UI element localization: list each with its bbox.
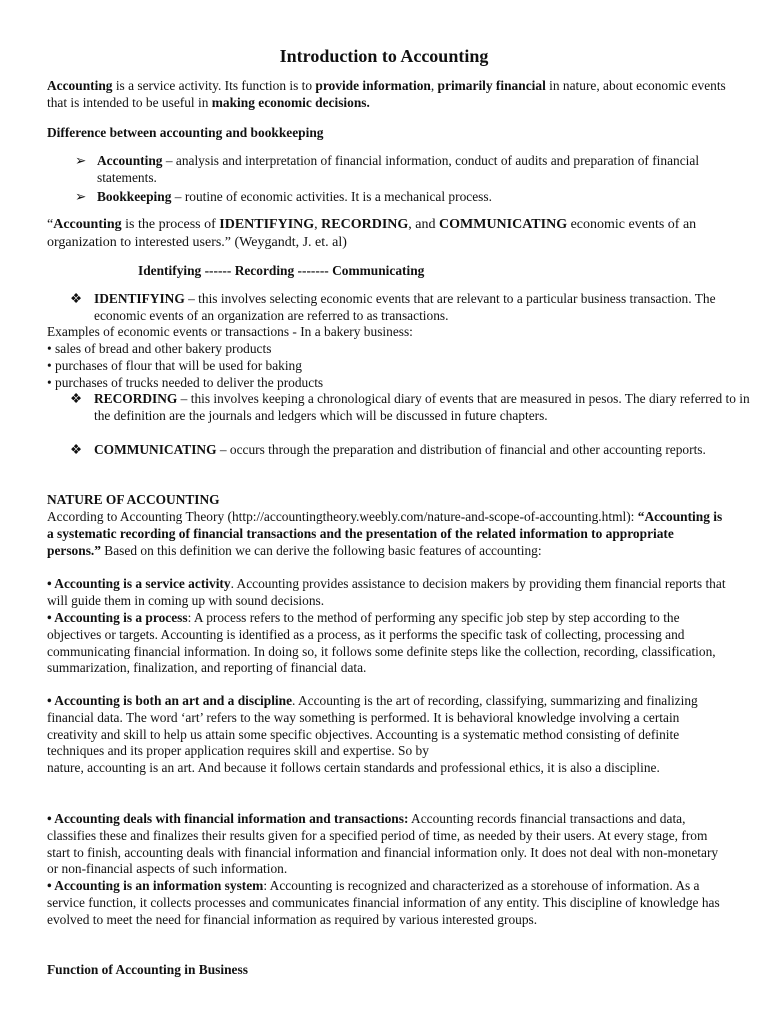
- communicating-term: COMMUNICATING: [94, 442, 217, 457]
- identifying-item: [70, 291, 754, 325]
- feature-financial-information: [47, 811, 727, 878]
- feature-title: • Accounting is an information system: [47, 878, 264, 893]
- arrow-bullet-icon: ➢: [75, 153, 87, 168]
- arrow-bullet-icon: ➢: [75, 189, 87, 204]
- diamond-bullet-icon: ❖: [70, 291, 83, 306]
- diamond-bullet-icon: ❖: [70, 442, 83, 457]
- quote-identifying: IDENTIFYING: [219, 217, 315, 232]
- difference-text: – analysis and interpretation of financial information, conduct of audits and preparation of financial statements.: [97, 153, 700, 185]
- nature-definition: [47, 509, 727, 559]
- intro-bold-2: primarily financial: [437, 78, 546, 93]
- intro-text-1: is a service activity. Its function is to: [112, 78, 316, 93]
- nature-text: Based on this definition we can derive the following basic features of accounting:: [100, 542, 542, 558]
- intro-text-3: in nature, about economic events that is intended to be useful in: [47, 78, 726, 110]
- feature-information-system: [47, 878, 727, 928]
- identifying-term: IDENTIFYING: [94, 291, 185, 306]
- examples-intro: Examples of economic events or transactions - In a bakery business:: [47, 324, 413, 339]
- feature-title: • Accounting is a service activity: [47, 576, 231, 591]
- quote-text-2: ,: [314, 217, 322, 232]
- example-item: • purchases of trucks needed to deliver the products: [47, 375, 324, 390]
- intro-term: Accounting: [47, 78, 113, 93]
- process-line: Identifying ------ Recording ------- Communicating: [138, 263, 425, 278]
- quote-text-3: , and: [408, 217, 440, 232]
- feature-text-continued: nature, accounting is an art. And because it follows certain standards and professional ethics, it is also a discipline.: [47, 760, 660, 776]
- definition-quote: [47, 216, 727, 252]
- quote-text-1: is the process of: [121, 217, 220, 232]
- nature-heading: NATURE OF ACCOUNTING: [47, 492, 220, 507]
- feature-text: Accounting records financial transactions and data, classifies these and finalizes their results given for a specified period of time, as needed by their users. At every stage, from start to finish, accounting deals with financial information and financial information only. It does not deal with non-monetary or non-financial aspects of such information.: [47, 811, 719, 877]
- difference-item-accounting: [75, 153, 747, 187]
- difference-heading: Difference between accounting and bookkeeping: [47, 125, 324, 140]
- feature-title: • Accounting is a process: [47, 610, 188, 625]
- intro-text-2: ,: [430, 78, 438, 93]
- recording-item: [70, 391, 754, 425]
- feature-process: [47, 610, 727, 677]
- feature-text: : A process refers to the method of performing any specific job step by step according to the objectives or targets. Accounting is identified as a process, as it performs the specific task of collecting, processing and communicating financial information. In doing so, it follows some definite steps like the collection, recording, classification, summarization, finalization, and reporting of financial data.: [47, 610, 716, 676]
- feature-title: • Accounting deals with financial information and transactions:: [47, 811, 409, 826]
- recording-term: RECORDING: [94, 391, 178, 406]
- difference-term: Accounting: [97, 153, 163, 168]
- difference-term: Bookkeeping: [97, 189, 172, 204]
- feature-title: • Accounting is both an art and a discipline: [47, 693, 293, 708]
- feature-art-discipline: [47, 693, 727, 777]
- example-item: • purchases of flour that will be used for baking: [47, 358, 302, 373]
- quote-communicating: COMMUNICATING: [439, 217, 568, 232]
- quote-recording: RECORDING: [321, 217, 409, 232]
- feature-text: : Accounting is recognized and characterized as a storehouse of information. As a service function, it collects processes and communicates financial information of any entity. This discipline of knowledge has evolved to meet the need for financial information as required by various interested groups.: [47, 878, 720, 927]
- quote-text-4: economic events of an organization to interested users.” (Weygandt, J. et. al): [47, 217, 697, 250]
- recording-text: – this involves keeping a chronological diary of events that are measured in pesos. The diary referred to in the definition are the journals and ledgers which will be discussed in future chapters.: [94, 391, 750, 423]
- difference-item-bookkeeping: [75, 189, 747, 206]
- feature-text: . Accounting is the art of recording, classifying, summarizing and finalizing financial data. The word ‘art’ refers to the way something is performed. It is behavioral knowledge involving a certain creativity and skill to help us attain some specific objectives. Accounting is a systematic method consisting of definite techniques and its proper application requires skill and expertise. So by: [47, 693, 698, 759]
- function-heading: Function of Accounting in Business: [47, 962, 248, 977]
- quote-mark: “: [47, 217, 54, 232]
- feature-service-activity: [47, 576, 727, 610]
- communicating-item: [70, 442, 754, 459]
- diamond-bullet-icon: ❖: [70, 391, 83, 406]
- quote-term: Accounting: [53, 217, 122, 232]
- intro-bold-3: making economic decisions.: [211, 94, 370, 110]
- identifying-text: – this involves selecting economic events that are relevant to a particular business transaction. The economic events of an organization are referred to as transactions.: [94, 291, 716, 323]
- page-title: Introduction to Accounting: [279, 46, 489, 66]
- difference-text: – routine of economic activities. It is a mechanical process.: [171, 189, 492, 204]
- example-item: • sales of bread and other bakery products: [47, 341, 272, 356]
- nature-quote: “Accounting is a systematic recording of financial transactions and the presentation of the related information to appropriate persons.”: [47, 509, 723, 558]
- intro-paragraph: [47, 78, 727, 112]
- communicating-text: – occurs through the preparation and distribution of financial and other accounting reports.: [216, 442, 706, 457]
- nature-source: According to Accounting Theory (http://accountingtheory.weebly.com/nature-and-scope-of-accounting.html):: [47, 509, 638, 524]
- intro-bold-1: provide information: [315, 78, 431, 93]
- feature-text: . Accounting provides assistance to decision makers by providing them financial reports that will guide them in coming up with sound decisions.: [47, 576, 726, 608]
